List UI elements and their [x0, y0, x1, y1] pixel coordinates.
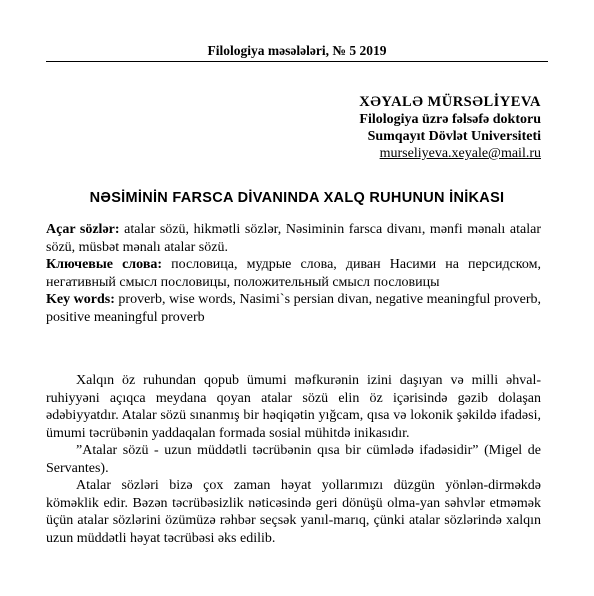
body-paragraph-1: Xalqın öz ruhundan qopub ümumi məfkurənin izini daşıyan və milli əhval-ruhiyyəni açıqca meydana qoyan atalar sözü elin öz içərisində gəzib dolaşan ədəbiyyatdır. Atalar sözü sınanmış bir həqiqətin yığcam, qısa və lokonik şəkildə ifadəsi, ümumi təcrübənin yaddaqalan formada sosial mühitdə inikasıdır. [46, 373, 541, 441]
article-body [46, 372, 541, 547]
keywords-en-label: Key words: [46, 292, 115, 307]
body-quote: ”Atalar sözü - uzun müddətli təcrübənin qısa bir cümlədə ifadəsidir” (Migel de Servantes). [46, 443, 541, 476]
keywords-az-label: Açar sözlər: [46, 222, 120, 237]
author-degree: Filologiya üzrə fəlsəfə doktoru [359, 112, 541, 127]
keywords-az-text: atalar sözü, hikmətli sözlər, Nəsiminin farsca divanı, mənfi mənalı atalar sözü, müsbət mənalı atalar sözü. [46, 222, 541, 255]
keywords-az [46, 221, 541, 256]
header-divider [46, 61, 548, 62]
body-paragraph-2: Atalar sözləri bizə çox zaman həyat yollarımızı düzgün yönlən-dirməkdə köməklik edir. Bəzən təcrübəsizlik nəticəsində geri dönüşü olma-yan səhvlər etməmək üçün atalar sözlərini özümüzə rəhbər seçsək yanıl-marıq, çünki atalar sözlərində xalqın uzun müddətli həyat təcrübəsi əks edilib. [46, 478, 541, 546]
article-title: NƏSİMİNİN FARSCA DİVANINDA XALQ RUHUNUN İNİKASI [89, 190, 505, 206]
author-block [359, 94, 541, 162]
keywords-ru [46, 256, 541, 291]
keywords-ru-label: Ключевые слова: [46, 257, 163, 272]
author-email-link[interactable]: murseliyeva.xeyale@mail.ru [379, 146, 541, 161]
author-university: Sumqayıt Dövlət Universiteti [367, 129, 541, 144]
journal-header: Filologiya məsələləri, № 5 2019 [207, 43, 387, 58]
keywords-en-text: proverb, wise words, Nasimi`s persian divan, negative meaningful proverb, positive meaningful proverb [46, 292, 541, 325]
keywords-section [46, 221, 541, 326]
keywords-en [46, 291, 541, 326]
author-name: XƏYALƏ MÜRSƏLİYEVA [359, 94, 541, 110]
keywords-ru-text: пословица, мудрые слова, диван Насими на персидском, негативный смысл пословицы, положительный смысл пословицы [46, 257, 541, 290]
